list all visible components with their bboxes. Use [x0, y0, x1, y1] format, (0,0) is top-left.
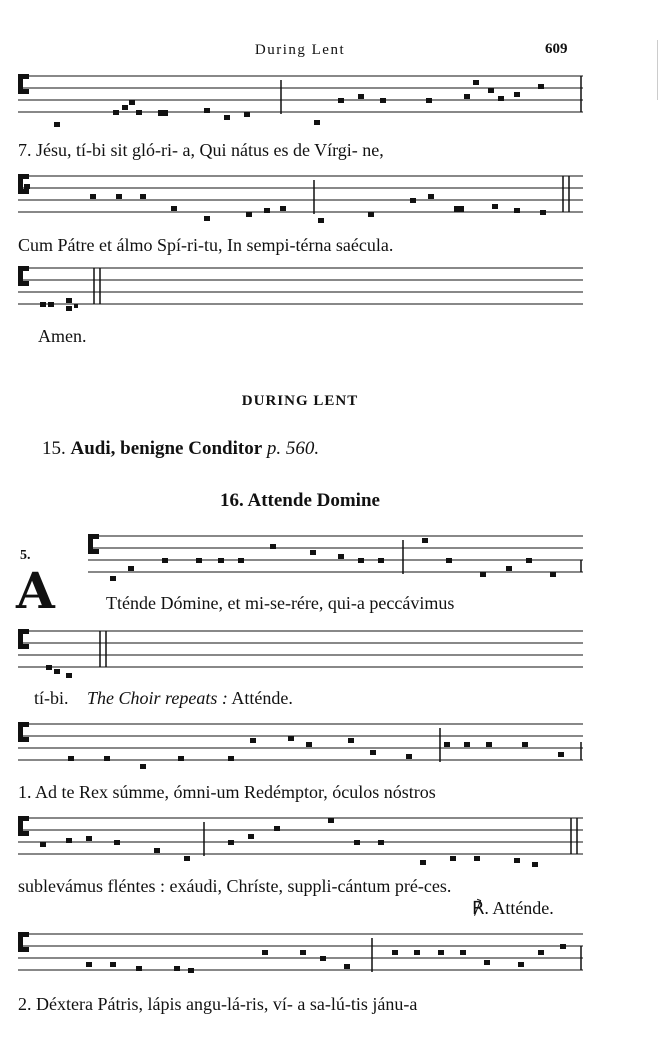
- staff-svg: [18, 812, 583, 872]
- hymn-15-number: 15.: [42, 438, 66, 459]
- chant-staff-7: [18, 812, 583, 872]
- verse-1-lyric-line-2: sublevámus fléntes : exáudi, Chríste, suppli-cántum pré-ces.: [18, 876, 452, 896]
- verse-1-lyric-line-1: 1. Ad te Rex súmme, ómni-um Redémptor, óculos nóstros: [18, 782, 436, 802]
- hymn-16-title: 16. Attende Domine: [220, 490, 380, 511]
- gloria-amen: Amen.: [38, 326, 87, 346]
- hymn-15-title: Audi, benigne Conditor: [70, 438, 263, 459]
- gloria-lyric-line-2: Cum Pátre et álmo Spí-ri-tu, In sempi-térna saécula.: [18, 235, 394, 255]
- chant-staff-1: [18, 70, 583, 130]
- mode-number: 5.: [20, 548, 31, 563]
- staff-svg: [18, 928, 583, 988]
- hymn-16-lyric-line-1: Tténde Dómine, et mi-se-rére, qui-a peccávimus: [106, 593, 455, 613]
- staff-svg: [18, 262, 583, 322]
- hymn-16-lyric-tibi: tí-bi.: [34, 688, 69, 708]
- response-attende: ℟. Atténde.: [472, 898, 554, 918]
- chant-staff-2: [18, 170, 583, 230]
- chant-staff-8: [18, 928, 583, 988]
- chant-staff-5: [18, 625, 583, 685]
- chant-staff-4: [88, 530, 583, 590]
- verse-2-lyric-line-1: 2. Déxtera Pátris, lápis angu-lá-ris, ví- a sa-lú-tis jánu-a: [18, 994, 418, 1014]
- staff-svg: [18, 70, 583, 130]
- chant-staff-6: [18, 718, 583, 778]
- choir-repeats-note: The Choir repeats :: [87, 688, 228, 708]
- staff-svg: [18, 170, 583, 230]
- hymn-15-page-ref: p. 560.: [266, 438, 320, 459]
- running-header-title: During Lent: [254, 42, 346, 58]
- chant-staff-3: [18, 262, 583, 322]
- page-number: 609: [545, 41, 568, 57]
- hymn-16-lyric-line-2: [34, 688, 293, 709]
- staff-svg: [18, 718, 583, 778]
- staff-svg: [88, 530, 583, 590]
- refrain-attende: Atténde.: [231, 688, 293, 708]
- hymn-15-reference: [42, 438, 319, 460]
- gloria-lyric-line-1: 7. Jésu, tí-bi sit gló-ri- a, Qui nátus es de Vírgi- ne,: [18, 140, 384, 160]
- page-edge-mark: [657, 40, 658, 100]
- staff-svg: [18, 625, 583, 685]
- drop-capital: A: [16, 561, 55, 620]
- section-heading: DURING LENT: [241, 393, 359, 409]
